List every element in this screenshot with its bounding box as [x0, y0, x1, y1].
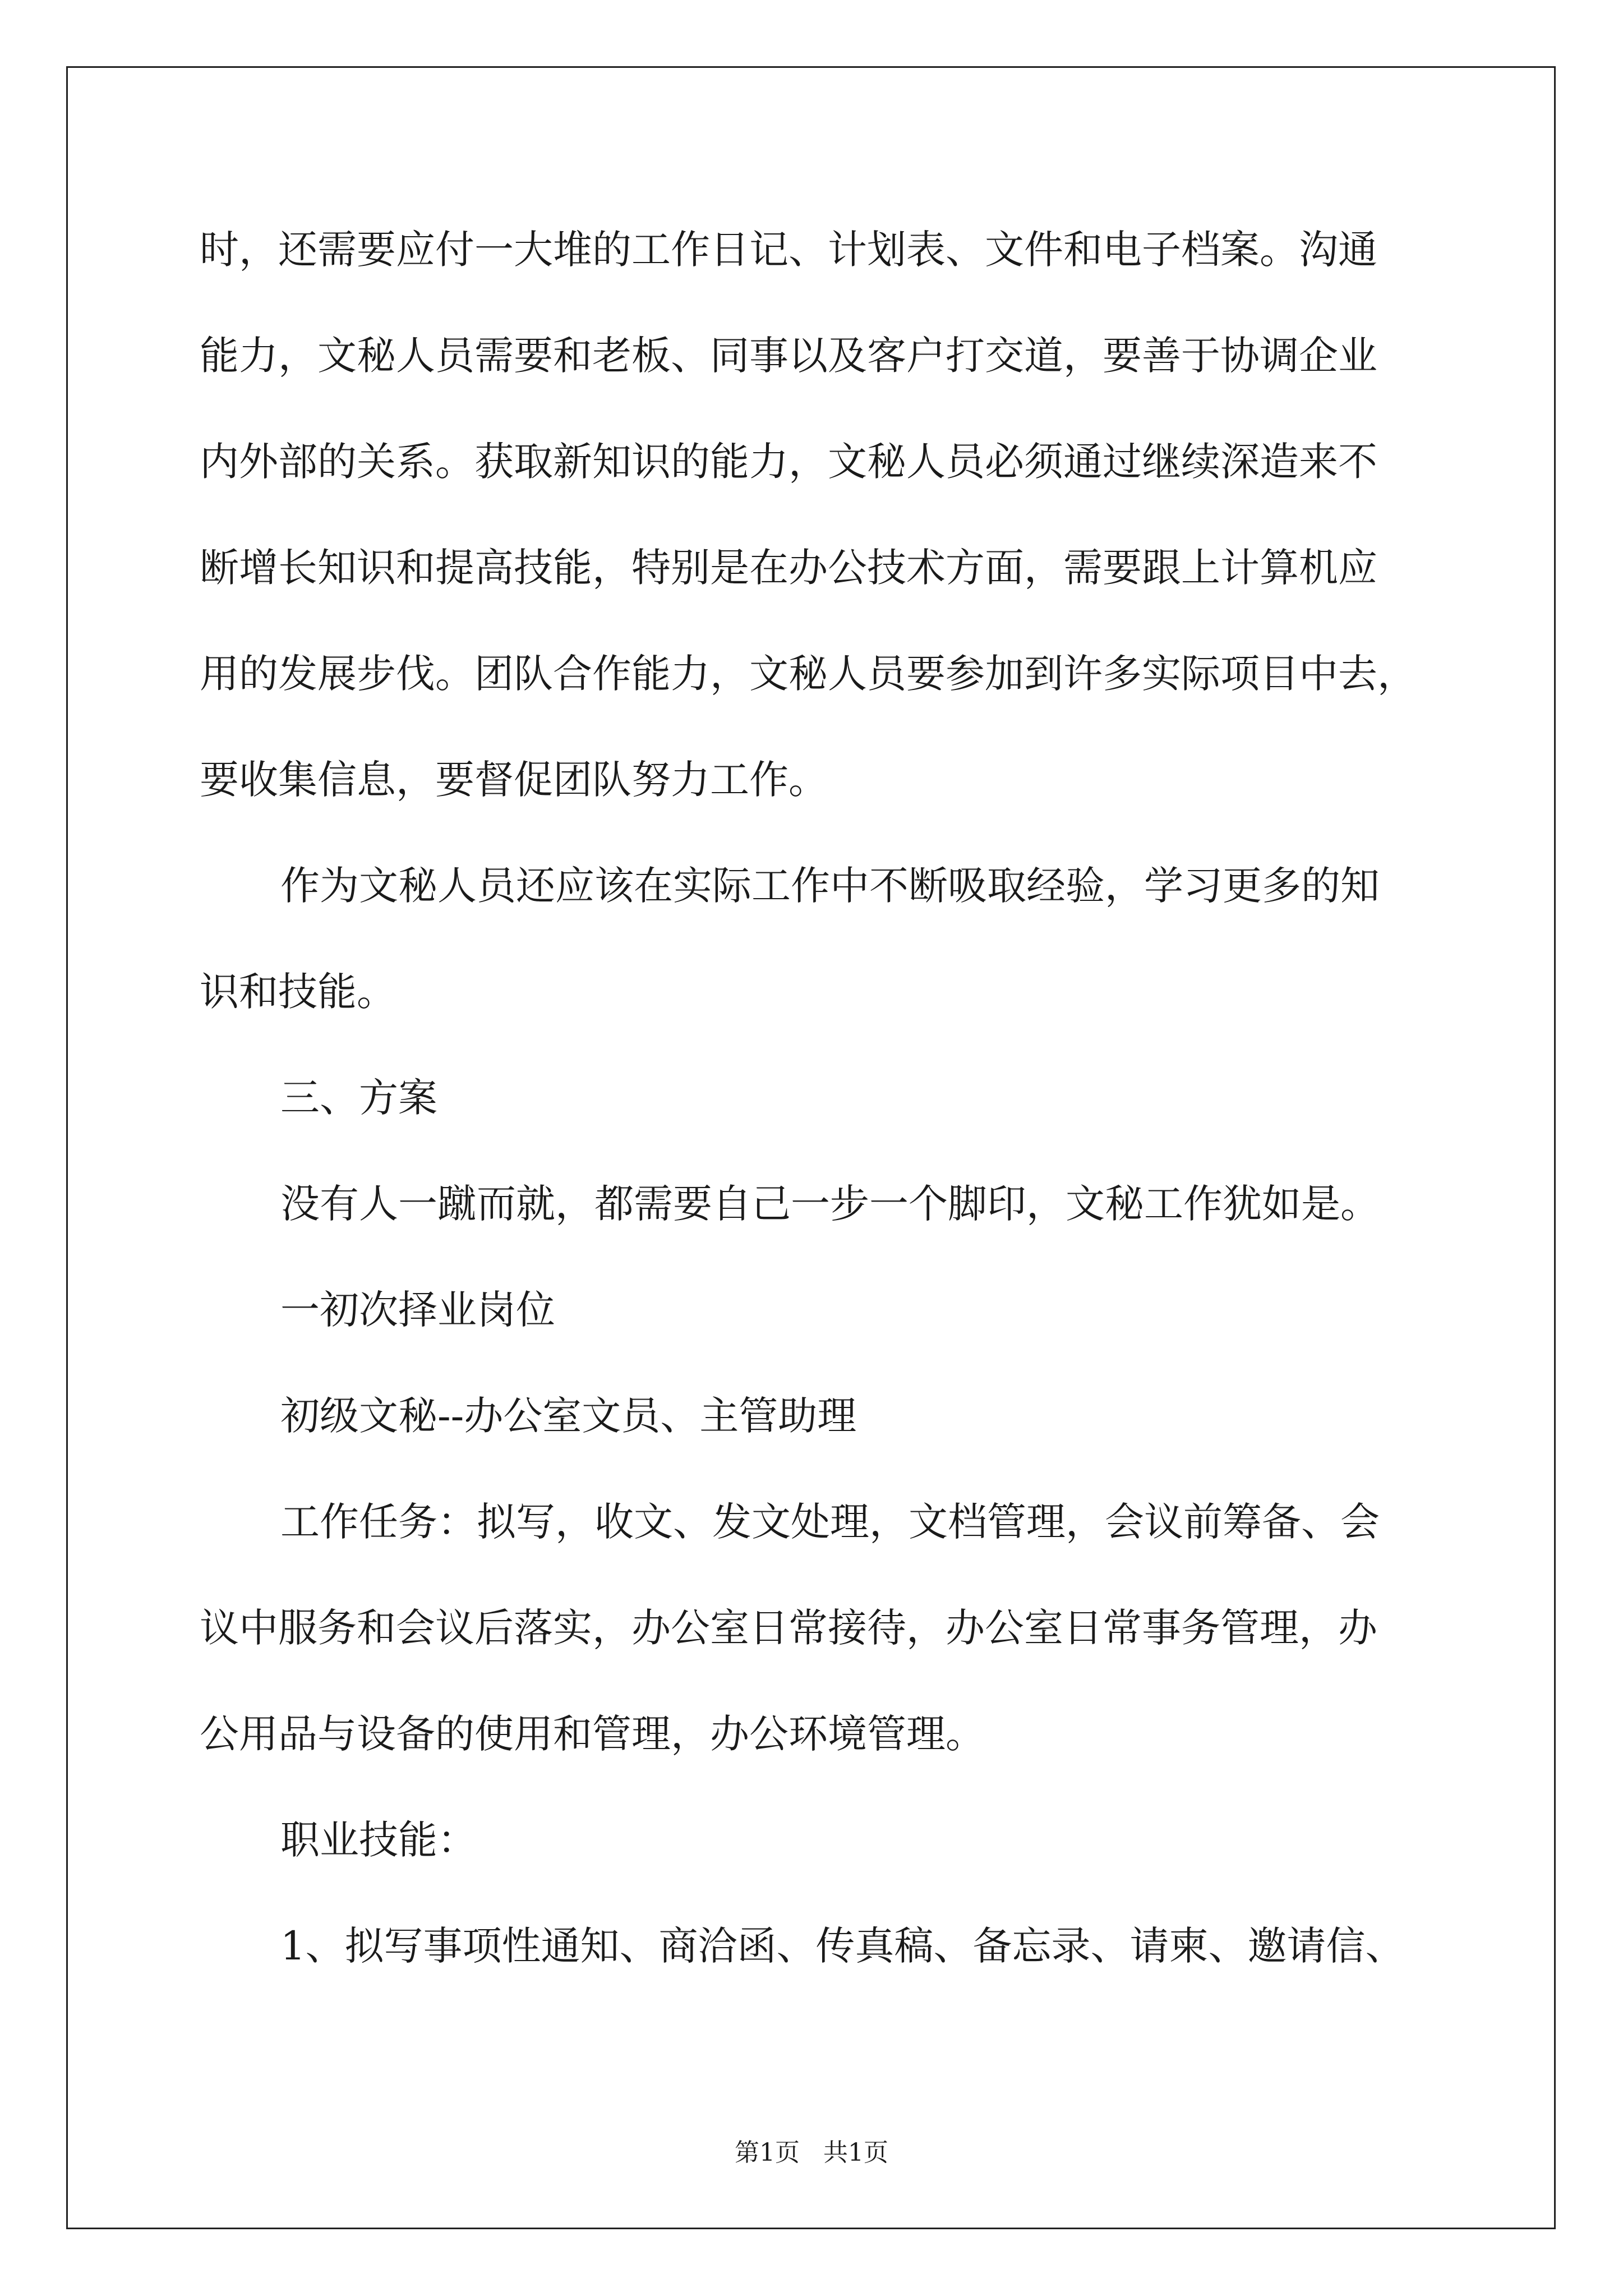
text-line: 作为文秘人员还应该在实际工作中不断吸取经验，学习更多的知 [280, 863, 1380, 909]
subheading: 初级文秘--办公室文员、主管助理 [280, 1393, 857, 1439]
text-line: 时，还需要应付一大堆的工作日记、计划表、文件和电子档案。沟通 [200, 227, 1377, 273]
text-line: 能力，文秘人员需要和老板、同事以及客户打交道，要善于协调企业 [200, 333, 1377, 379]
text-line: 断增长知识和提高技能，特别是在办公技术方面，需要跟上计算机应 [200, 545, 1377, 591]
text-line: 用的发展步伐。团队合作能力，文秘人员要参加到许多实际项目中去， [200, 651, 1417, 697]
page-footer: 第1页 共1页 [735, 2138, 888, 2167]
document-body [200, 219, 1436, 2021]
subheading: 职业技能： [280, 1817, 477, 1863]
text-line: 要收集信息，要督促团队努力工作。 [200, 757, 828, 803]
list-item: 1、拟写事项性通知、商洽函、传真稿、备忘录、请柬、邀请信、 [280, 1923, 1405, 1969]
text-line: 识和技能。 [200, 969, 396, 1015]
text-line: 工作任务：拟写，收文、发文处理，文档管理，会议前筹备、会 [280, 1499, 1380, 1545]
text-line: 没有人一蹴而就，都需要自己一步一个脚印，文秘工作犹如是。 [280, 1181, 1380, 1227]
subheading: 一初次择业岗位 [280, 1287, 555, 1333]
text-line: 内外部的关系。获取新知识的能力，文秘人员必须通过继续深造来不 [200, 439, 1377, 485]
text-line: 议中服务和会议后落实，办公室日常接待，办公室日常事务管理，办 [200, 1605, 1377, 1651]
text-line: 公用品与设备的使用和管理，办公环境管理。 [200, 1711, 985, 1757]
section-heading: 三、方案 [280, 1075, 437, 1121]
